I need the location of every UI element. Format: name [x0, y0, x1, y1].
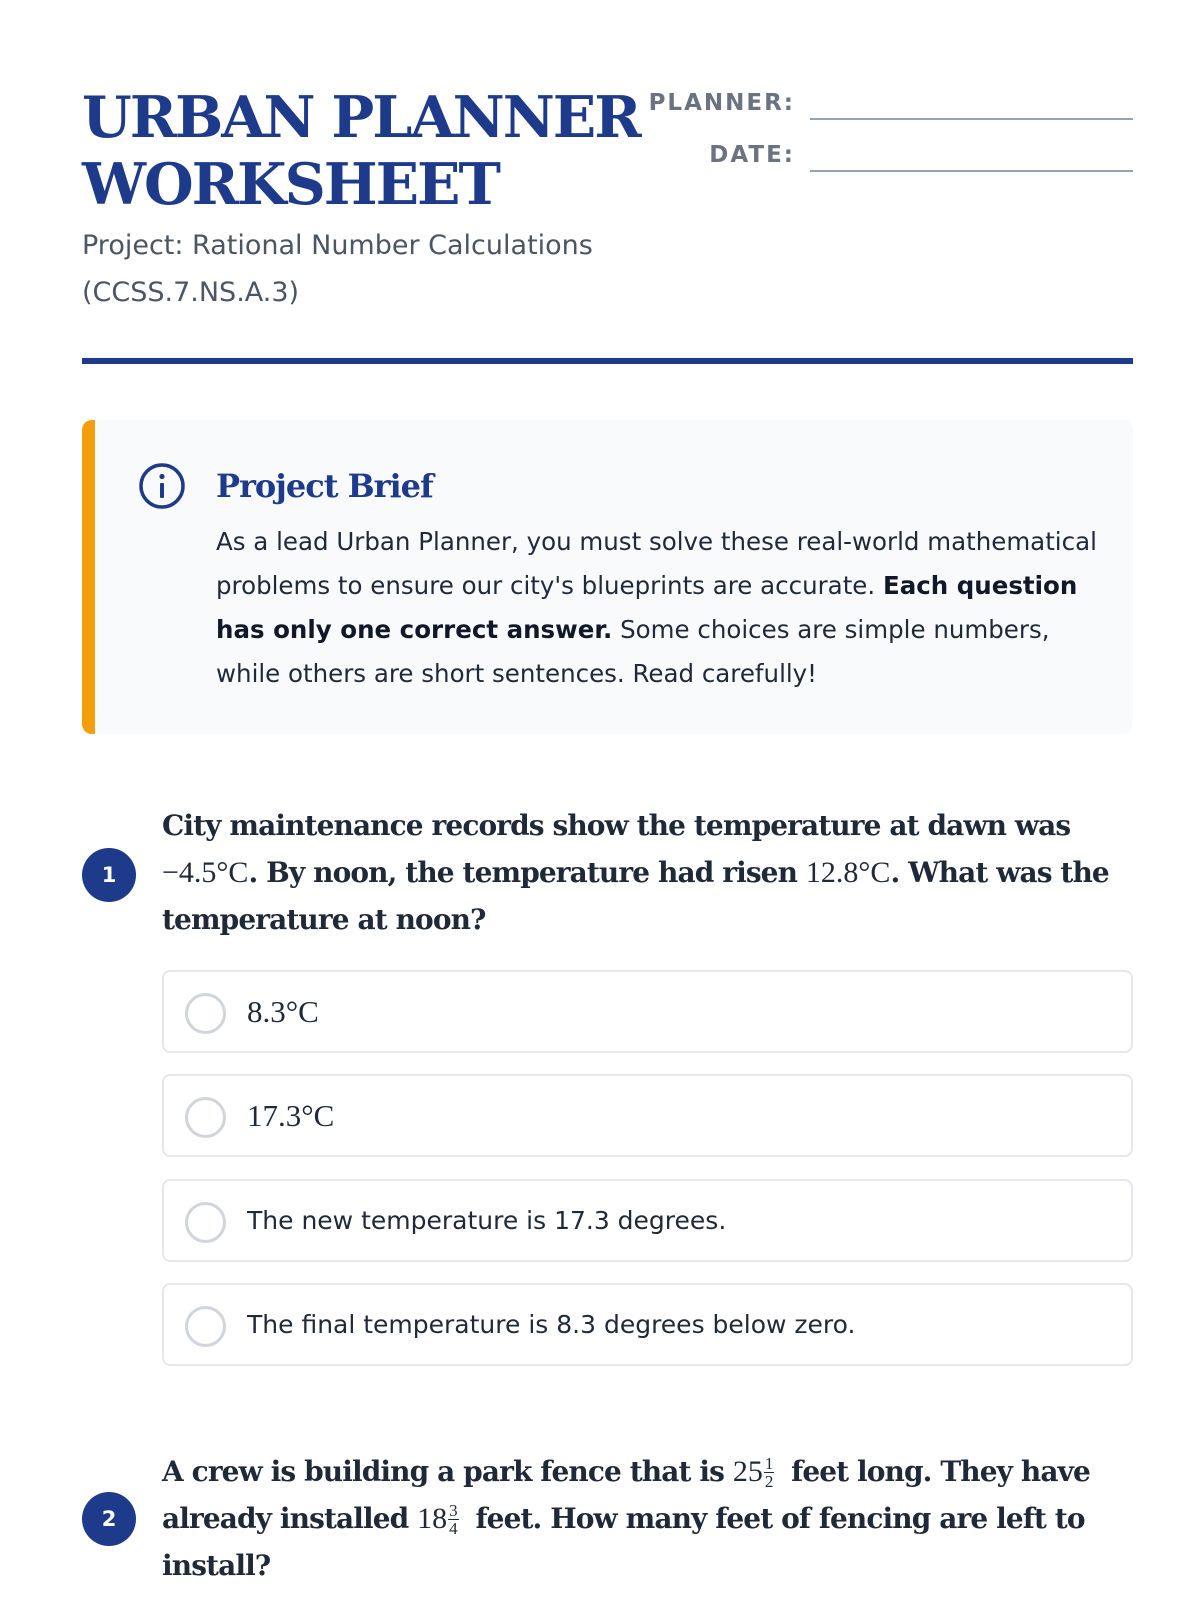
- date-input-line[interactable]: [810, 170, 1133, 172]
- fraction-denominator: 4: [449, 1518, 458, 1538]
- fraction-denominator: 2: [764, 1471, 774, 1491]
- brief-text: [216, 520, 1106, 696]
- question-1-text-part: . What was the temperature at noon?: [162, 856, 1109, 936]
- brief-text-emphasis: Each question has only one correct answer.: [216, 571, 1078, 644]
- question-2-fence-whole: 25: [732, 1455, 763, 1488]
- option-label: The final temperature is 8.3 degrees below zero.: [247, 1310, 856, 1339]
- question-number-badge: 2: [82, 1492, 136, 1546]
- question-2-text-part: feet long. They have already installed: [162, 1455, 1090, 1535]
- fraction-numerator: 1: [764, 1453, 774, 1473]
- brief-accent-bar: [82, 420, 95, 734]
- subtitle-line-2: (CCSS.7.NS.A.3): [82, 277, 300, 308]
- project-brief-callout: [82, 420, 1133, 734]
- question-2-fence-fraction: [764, 1455, 775, 1490]
- project-subtitle: [82, 222, 593, 316]
- radio-button[interactable]: [185, 1097, 226, 1138]
- option-label: 17.3°C: [247, 1098, 335, 1133]
- question-1-option-c[interactable]: [162, 1179, 1133, 1262]
- brief-title: Project Brief: [216, 467, 433, 505]
- planner-field[interactable]: [620, 84, 1133, 124]
- question-2-text-part: feet. How many feet of fencing are left to install?: [162, 1502, 1085, 1582]
- title-line-1: URBAN PLANNER: [82, 84, 640, 151]
- question-1-text: [162, 802, 1122, 943]
- radio-button[interactable]: [185, 1202, 226, 1243]
- brief-text-intro: As a lead Urban Planner, you must solve these real-world mathematical problems to ensure our city's blueprints are accurate.: [216, 527, 1097, 600]
- question-number-badge: 1: [82, 848, 136, 902]
- brief-text-outro: Some choices are simple numbers, while others are short sentences. Read carefully!: [216, 615, 1050, 688]
- question-1-option-a[interactable]: [162, 970, 1133, 1053]
- radio-button[interactable]: [185, 993, 226, 1034]
- subtitle-line-1: Project: Rational Number Calculations: [82, 230, 593, 261]
- date-field[interactable]: [620, 136, 1133, 176]
- question-1-text-part: City maintenance records show the temperature at dawn was: [162, 809, 1071, 842]
- question-2-text: [162, 1448, 1122, 1589]
- planner-label: PLANNER:: [648, 90, 795, 116]
- question-1-option-b[interactable]: [162, 1074, 1133, 1157]
- question-1-text-part: . By noon, the temperature had risen: [248, 856, 798, 889]
- option-label: The new temperature is 17.3 degrees.: [247, 1206, 727, 1235]
- question-2-text-part: A crew is building a park fence that is: [162, 1455, 724, 1488]
- option-label: 8.3°C: [247, 994, 319, 1029]
- title-line-2: WORKSHEET: [82, 151, 499, 218]
- fraction-numerator: 3: [449, 1500, 458, 1520]
- question-2-installed-whole: 18: [417, 1502, 448, 1535]
- info-circle-icon: [138, 462, 186, 510]
- date-label: DATE:: [709, 142, 795, 168]
- worksheet-title: [82, 84, 640, 218]
- planner-input-line[interactable]: [810, 118, 1133, 120]
- question-2-installed-fraction: [448, 1502, 459, 1537]
- question-1-option-d[interactable]: [162, 1283, 1133, 1366]
- radio-button[interactable]: [185, 1306, 226, 1347]
- question-1-rise-amount: 12.8°C: [805, 856, 891, 889]
- header-divider: [82, 358, 1133, 364]
- question-1-dawn-temperature: −4.5°C: [162, 856, 249, 889]
